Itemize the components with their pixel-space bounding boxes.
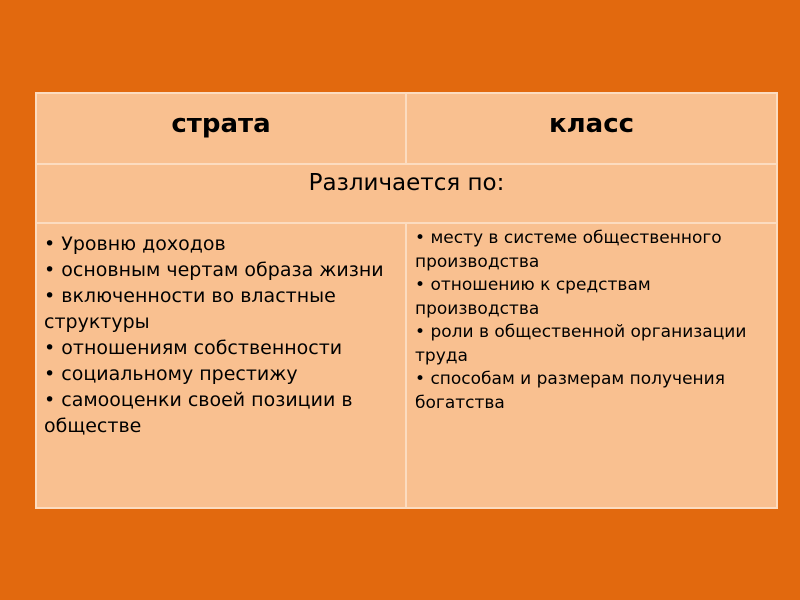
strata-criteria-cell [36, 223, 406, 508]
subheader-row [36, 164, 777, 223]
class-criteria-item: • месту в системе общественного производства [415, 227, 768, 274]
comparison-table [35, 92, 778, 509]
header-strata: страта [36, 93, 406, 164]
strata-criteria-item: • отношениям собственности [44, 335, 397, 361]
class-criteria-item: • роли в общественной организации труда [415, 321, 768, 368]
body-row [36, 223, 777, 508]
header-class: класс [406, 93, 777, 164]
subheader-cell: Различается по: [36, 164, 777, 223]
strata-criteria-item: • самооценки своей позиции в обществе [44, 387, 397, 439]
class-criteria-list [415, 227, 768, 415]
strata-criteria-item: • включенности во властные структуры [44, 283, 397, 335]
strata-criteria-list [44, 231, 397, 439]
class-criteria-item: • отношению к средствам производства [415, 274, 768, 321]
strata-criteria-item: • основным чертам образа жизни [44, 257, 397, 283]
class-criteria-cell [406, 223, 777, 508]
class-criteria-item: • способам и размерам получения богатства [415, 368, 768, 415]
strata-criteria-item: • Уровню доходов [44, 231, 397, 257]
header-row [36, 93, 777, 164]
strata-criteria-item: • социальному престижу [44, 361, 397, 387]
